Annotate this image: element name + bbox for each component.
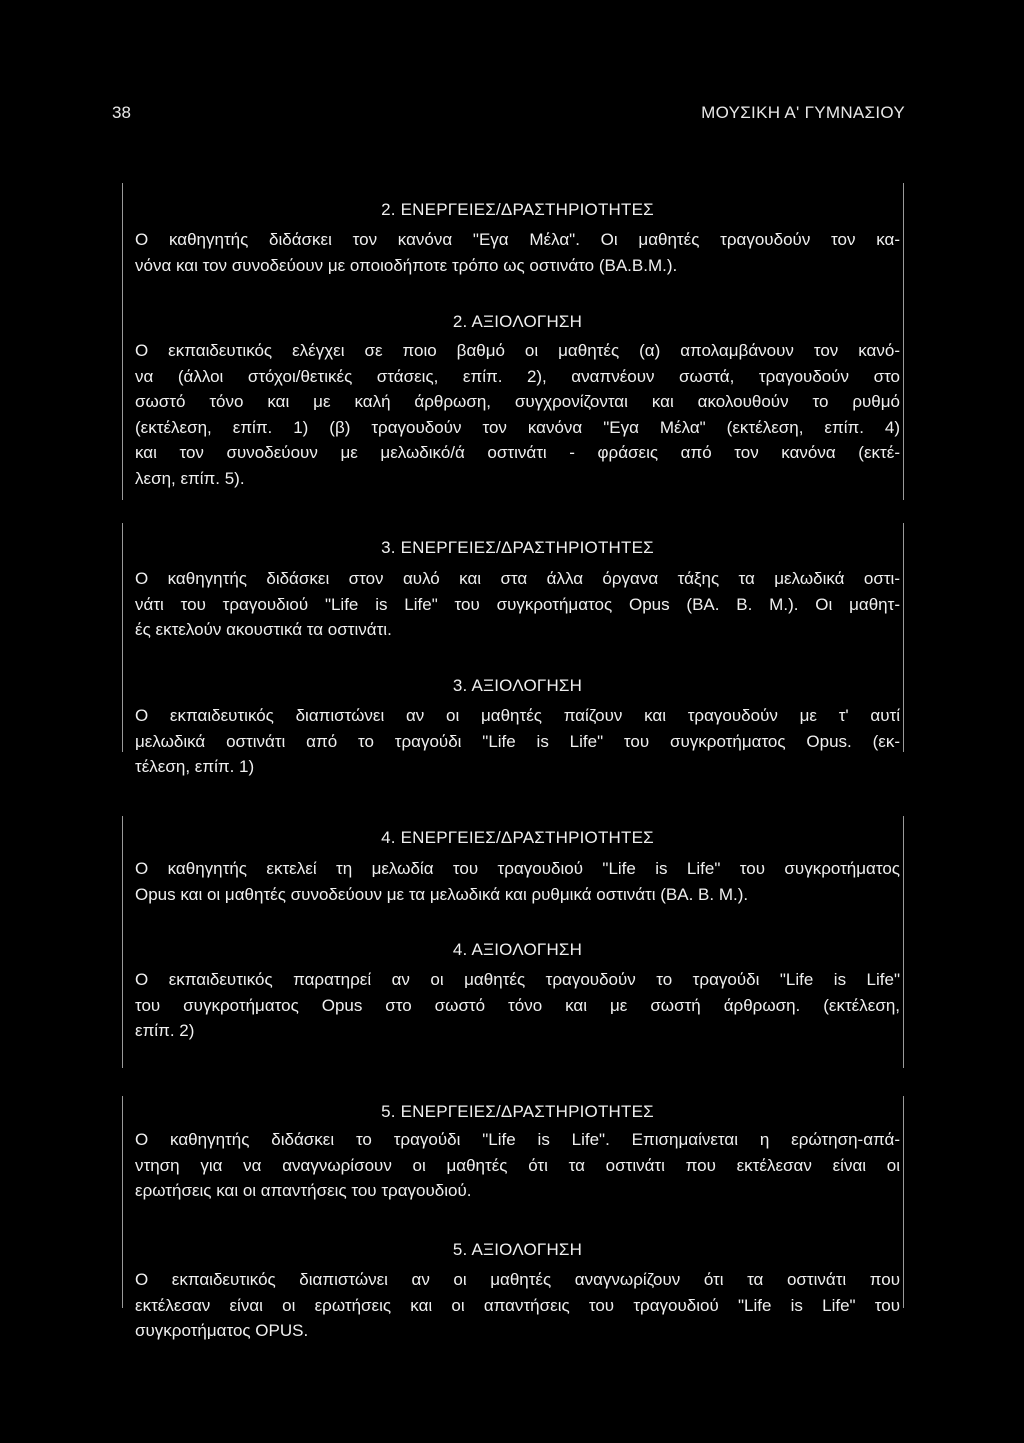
page-number: 38 (112, 103, 131, 122)
text-line: να (άλλοι στόχοι/θετικές στάσεις, επίπ. 2), αναπνέουν σωστά, τραγουδούν στο (135, 366, 900, 386)
box-right-rule (903, 183, 904, 500)
evaluation-text (135, 1267, 900, 1344)
text-line: νάτι του τραγουδιού "Life is Life" του συγκροτήματος Opus (ΒΑ. Β. Μ.). Οι μαθητ- (135, 594, 900, 614)
box-right-rule (903, 1096, 904, 1308)
running-title: ΜΟΥΣΙΚΗ Α' ΓΥΜΝΑΣΙΟΥ (701, 103, 905, 122)
evaluation-title: 4. ΑΞΙΟΛΟΓΗΣΗ (452, 940, 583, 959)
activity-title: 4. ΕΝΕΡΓΕΙΕΣ/ΔΡΑΣΤΗΡΙΟΤΗΤΕΣ (381, 828, 654, 847)
evaluation-title: 5. ΑΞΙΟΛΟΓΗΣΗ (452, 1240, 583, 1259)
text-line: νόνα και τον συνοδεύουν με οποιοδήποτε τρόπο ως οστινάτο (ΒΑ.Β.Μ.). (135, 255, 678, 275)
evaluation-text (135, 338, 900, 492)
box-right-rule (903, 816, 904, 1068)
text-line: του συγκροτήματος Opus στο σωστό τόνο και με σωστή άρθρωση. (εκτέλεση, (135, 995, 900, 1015)
text-line: εκτέλεσαν είναι οι ερωτήσεις και οι απαντήσεις του τραγουδιού "Life is Life" του (135, 1295, 900, 1315)
text-line: σωστό τόνο και με καλή άρθρωση, συγχρονίζονται και ακολουθούν το ρυθμό (135, 392, 900, 412)
evaluation-text (135, 703, 900, 780)
evaluation-text (135, 967, 900, 1044)
text-line: (εκτέλεση, επίπ. 1) (β) τραγουδούν τον κανόνα "Εγα Μέλα" (εκτέλεση, επίπ. 4) (135, 417, 900, 437)
activity-text (135, 1127, 900, 1204)
text-line: ντηση για να αναγνωρίσουν οι μαθητές ότι τα οστινάτι που εκτέλεσαν είναι οι (135, 1155, 900, 1175)
text-line: μελωδικά οστινάτι από το τραγούδι "Life is Life" του συγκροτήματος Opus. (εκ- (135, 731, 900, 751)
text-line: Ο εκπαιδευτικός διαπιστώνει αν οι μαθητές αναγνωρίζουν ότι τα οστινάτι που (135, 1270, 900, 1289)
evaluation-title: 2. ΑΞΙΟΛΟΓΗΣΗ (452, 312, 583, 331)
text-line: Ο καθηγητής διδάσκει το τραγούδι "Life is Life". Επισημαίνεται η ερώτηση-απά- (135, 1130, 900, 1149)
evaluation-title: 3. ΑΞΙΟΛΟΓΗΣΗ (452, 676, 583, 695)
text-line: Ο καθηγητής εκτελεί τη μελωδία του τραγουδιού "Life is Life" του συγκροτήματος (135, 859, 900, 878)
text-line: λεση, επίπ. 5). (135, 468, 245, 488)
box-left-rule (122, 1096, 123, 1308)
text-line: συγκροτήματος OPUS. (135, 1321, 309, 1341)
text-line: ές εκτελούν ακουστικά τα οστινάτι. (135, 620, 392, 640)
text-line: Ο εκπαιδευτικός ελέγχει σε ποιο βαθμό οι μαθητές (α) απολαμβάνουν τον κανό- (135, 341, 900, 360)
text-line: Ο καθηγητής διδάσκει στον αυλό και στα άλλα όργανα τάξης τα μελωδικά οστι- (135, 569, 900, 588)
text-line: ερωτήσεις και οι απαντήσεις του τραγουδιού. (135, 1181, 472, 1201)
activity-text (135, 856, 900, 907)
activity-title: 5. ΕΝΕΡΓΕΙΕΣ/ΔΡΑΣΤΗΡΙΟΤΗΤΕΣ (381, 1102, 654, 1121)
box-left-rule (122, 183, 123, 500)
text-line: Ο καθηγητής διδάσκει τον κανόνα "Εγα Μέλα". Οι μαθητές τραγουδούν τον κα- (135, 230, 900, 249)
text-line: Ο εκπαιδευτικός παρατηρεί αν οι μαθητές τραγουδούν το τραγούδι "Life is Life" (135, 970, 900, 989)
text-line: Opus και οι μαθητές συνοδεύουν με τα μελωδικά και ρυθμικά οστινάτι (ΒΑ. Β. Μ.). (135, 884, 749, 904)
text-line: επίπ. 2) (135, 1021, 195, 1041)
text-line: τέλεση, επίπ. 1) (135, 757, 255, 777)
box-left-rule (122, 523, 123, 752)
activity-text (135, 566, 900, 643)
box-right-rule (903, 523, 904, 752)
activity-title: 2. ΕΝΕΡΓΕΙΕΣ/ΔΡΑΣΤΗΡΙΟΤΗΤΕΣ (381, 200, 654, 219)
box-left-rule (122, 816, 123, 1068)
activity-title: 3. ΕΝΕΡΓΕΙΕΣ/ΔΡΑΣΤΗΡΙΟΤΗΤΕΣ (381, 538, 654, 557)
activity-text (135, 227, 900, 278)
text-line: Ο εκπαιδευτικός διαπιστώνει αν οι μαθητές παίζουν και τραγουδούν με τ' αυτί (135, 706, 900, 725)
text-line: και τον συνοδεύουν με μελωδικό/ά οστινάτι - φράσεις από τον κανόνα (εκτέ- (135, 443, 900, 463)
